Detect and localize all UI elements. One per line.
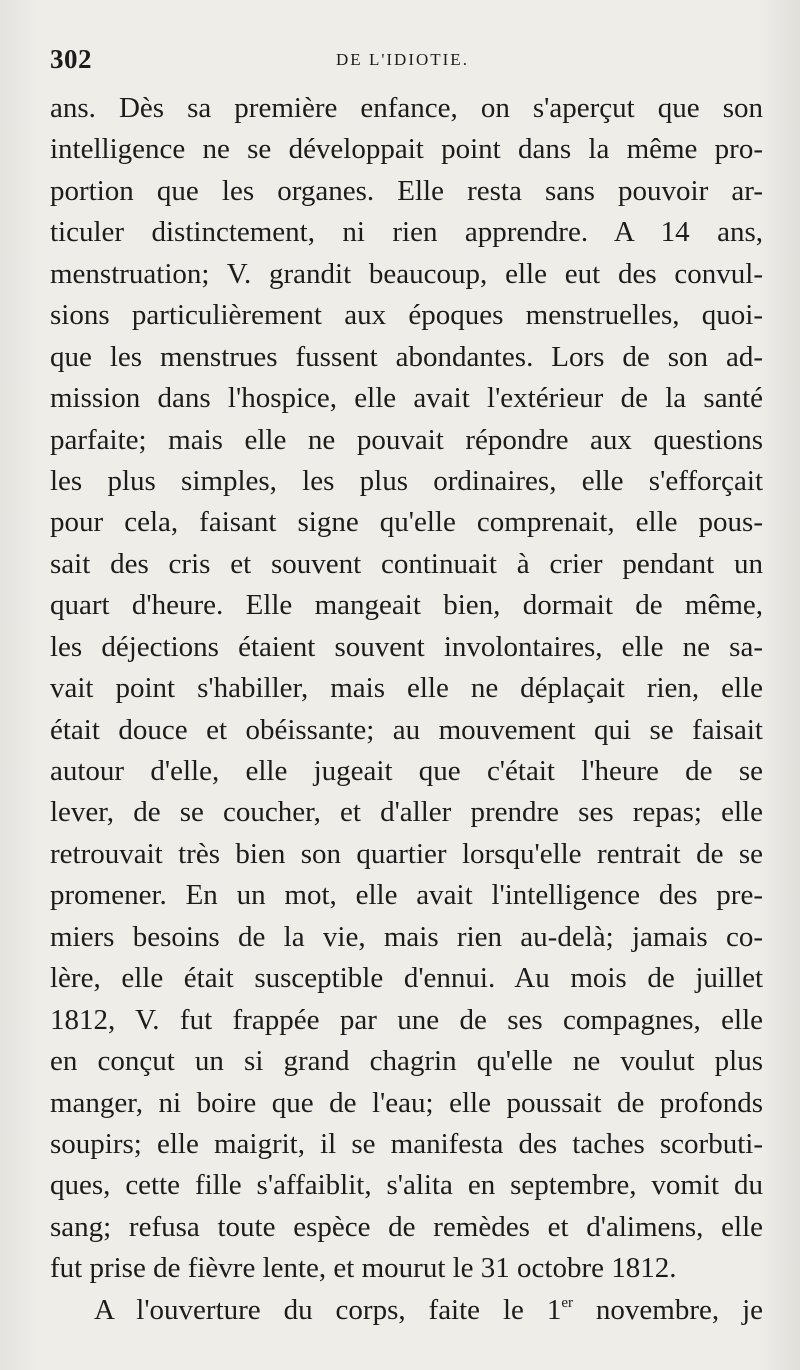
text-line: ques, cette fille s'affaiblit, s'alita en septembre, vomit du [50,1169,763,1202]
text-line: pour cela, faisant signe qu'elle comprenait, elle pous- [50,506,763,539]
text-line: sang; refusa toute espèce de remèdes et d'alimens, elle [50,1210,763,1243]
text-line: autour d'elle, elle jugeait que c'était l'heure de se [50,755,763,787]
text-line: menstruation; V. grandit beaucoup, elle eut des convul- [50,257,763,290]
text-line: en conçut un si grand chagrin qu'elle ne voulut plus [50,1045,763,1078]
page-number: 302 [50,44,92,74]
text-line: quart d'heure. Elle mangeait bien, dormait de même, [50,589,763,622]
text-line: 1812, V. fut frappée par une de ses compagnes, elle [50,1003,763,1036]
text-line: vait point s'habiller, mais elle ne déplaçait rien, elle [50,672,763,705]
text-line: sions particulièrement aux époques menstruelles, quoi- [50,299,763,332]
running-head [50,44,755,80]
text-line: lère, elle était susceptible d'ennui. Au mois de juillet [50,962,763,995]
text-line: miers besoins de la vie, mais rien au-delà; jamais co- [50,920,763,953]
text-line: mission dans l'hospice, elle avait l'extérieur de la santé [50,382,763,415]
text-line: était douce et obéissante; au mouvement qui se faisait [50,713,763,746]
body-text [50,88,763,1331]
text-line: promener. En un mot, elle avait l'intelligence des pre- [50,879,763,912]
superscript: er [561,1294,573,1311]
text-line: les déjections étaient souvent involontaires, elle ne sa- [50,630,763,663]
text-line: les plus simples, les plus ordinaires, elle s'efforçait [50,464,763,497]
text-line: sait des cris et souvent continuait à crier pendant un [50,547,763,580]
text-line: ticuler distinctement, ni rien apprendre. A 14 ans, [50,216,763,249]
new-paragraph-line [50,1290,763,1331]
text-line: parfaite; mais elle ne pouvait répondre aux questions [50,423,763,456]
text-line: intelligence ne se développait point dans la même pro- [50,133,763,166]
text-line: ans. Dès sa première enfance, on s'aperçut que son [50,92,763,124]
text-fragment: A l'ouverture du corps, faite le 1 [94,1293,562,1326]
text-line: retrouvait très bien son quartier lorsqu'elle rentrait de se [50,837,763,870]
paragraph-end-line: fut prise de fièvre lente, et mourut le 31 octobre 1812. [50,1252,677,1285]
text-fragment: novembre, je [573,1293,763,1326]
text-line: manger, ni boire que de l'eau; elle poussait de profonds [50,1086,763,1119]
text-line: soupirs; elle maigrit, il se manifesta des taches scorbuti- [50,1127,763,1160]
running-title: DE L'IDIOTIE. [336,50,469,69]
text-line: lever, de se coucher, et d'aller prendre ses repas; elle [50,796,763,829]
text-line: portion que les organes. Elle resta sans pouvoir ar- [50,174,763,207]
text-line: que les menstrues fussent abondantes. Lors de son ad- [50,340,763,373]
